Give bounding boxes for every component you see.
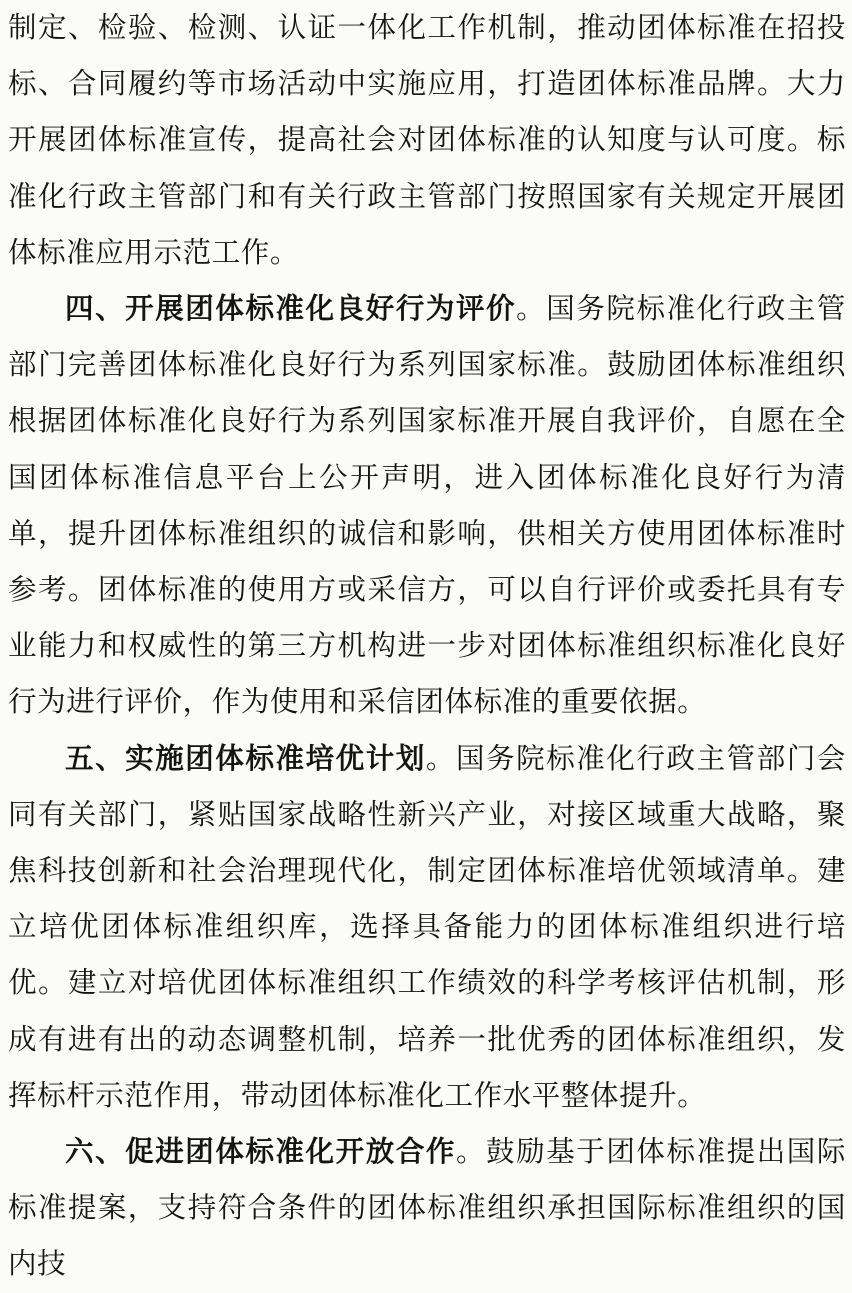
paragraph-body: 制定、检验、检测、认证一体化工作机制，推动团体标准在招投标、合同履约等市场活动中实施应用，打造团体标准品牌。大力开展团体标准宣传，提高社会对团体标准的认知度与认可度。标准化行政主管部门和有关行政主管部门按照国家有关规定开展团体标准应用示范工作。 (8, 11, 846, 269)
paragraph-section-5 (8, 731, 846, 1124)
paragraph-continuation (8, 0, 846, 281)
paragraph-body: 。国务院标准化行政主管部门完善团体标准化良好行为系列国家标准。鼓励团体标准组织根据团体标准化良好行为系列国家标准开展自我评价，自愿在全国团体标准信息平台上公开声明，进入团体标准化良好行为清单，提升团体标准组织的诚信和影响，供相关方使用团体标准时参考。团体标准的使用方或采信方，可以自行评价或委托具有专业能力和权威性的第三方机构进一步对团体标准组织标准化良好行为进行评价，作为使用和采信团体标准的重要依据。 (8, 292, 846, 719)
paragraph-section-6 (8, 1124, 846, 1293)
section-heading: 五、实施团体标准培优计划 (65, 741, 426, 775)
section-heading: 四、开展团体标准化良好行为评价 (65, 292, 517, 326)
section-heading: 六、促进团体标准化开放合作 (65, 1135, 456, 1169)
paragraph-body: 。鼓励基于团体标准提出国际标准提案，支持符合条件的团体标准组织承担国际标准组织的国内技 (8, 1135, 846, 1281)
paragraph-body: 。国务院标准化行政主管部门会同有关部门，紧贴国家战略性新兴产业，对接区域重大战略，聚焦科技创新和社会治理现代化，制定团体标准培优领域清单。建立培优团体标准组织库，选择具备能力的团体标准组织进行培优。建立对培优团体标准组织工作绩效的科学考核评估机制，形成有进有出的动态调整机制，培养一批优秀的团体标准组织，发挥标杆示范作用，带动团体标准化工作水平整体提升。 (8, 741, 847, 1112)
paragraph-section-4 (8, 281, 846, 731)
